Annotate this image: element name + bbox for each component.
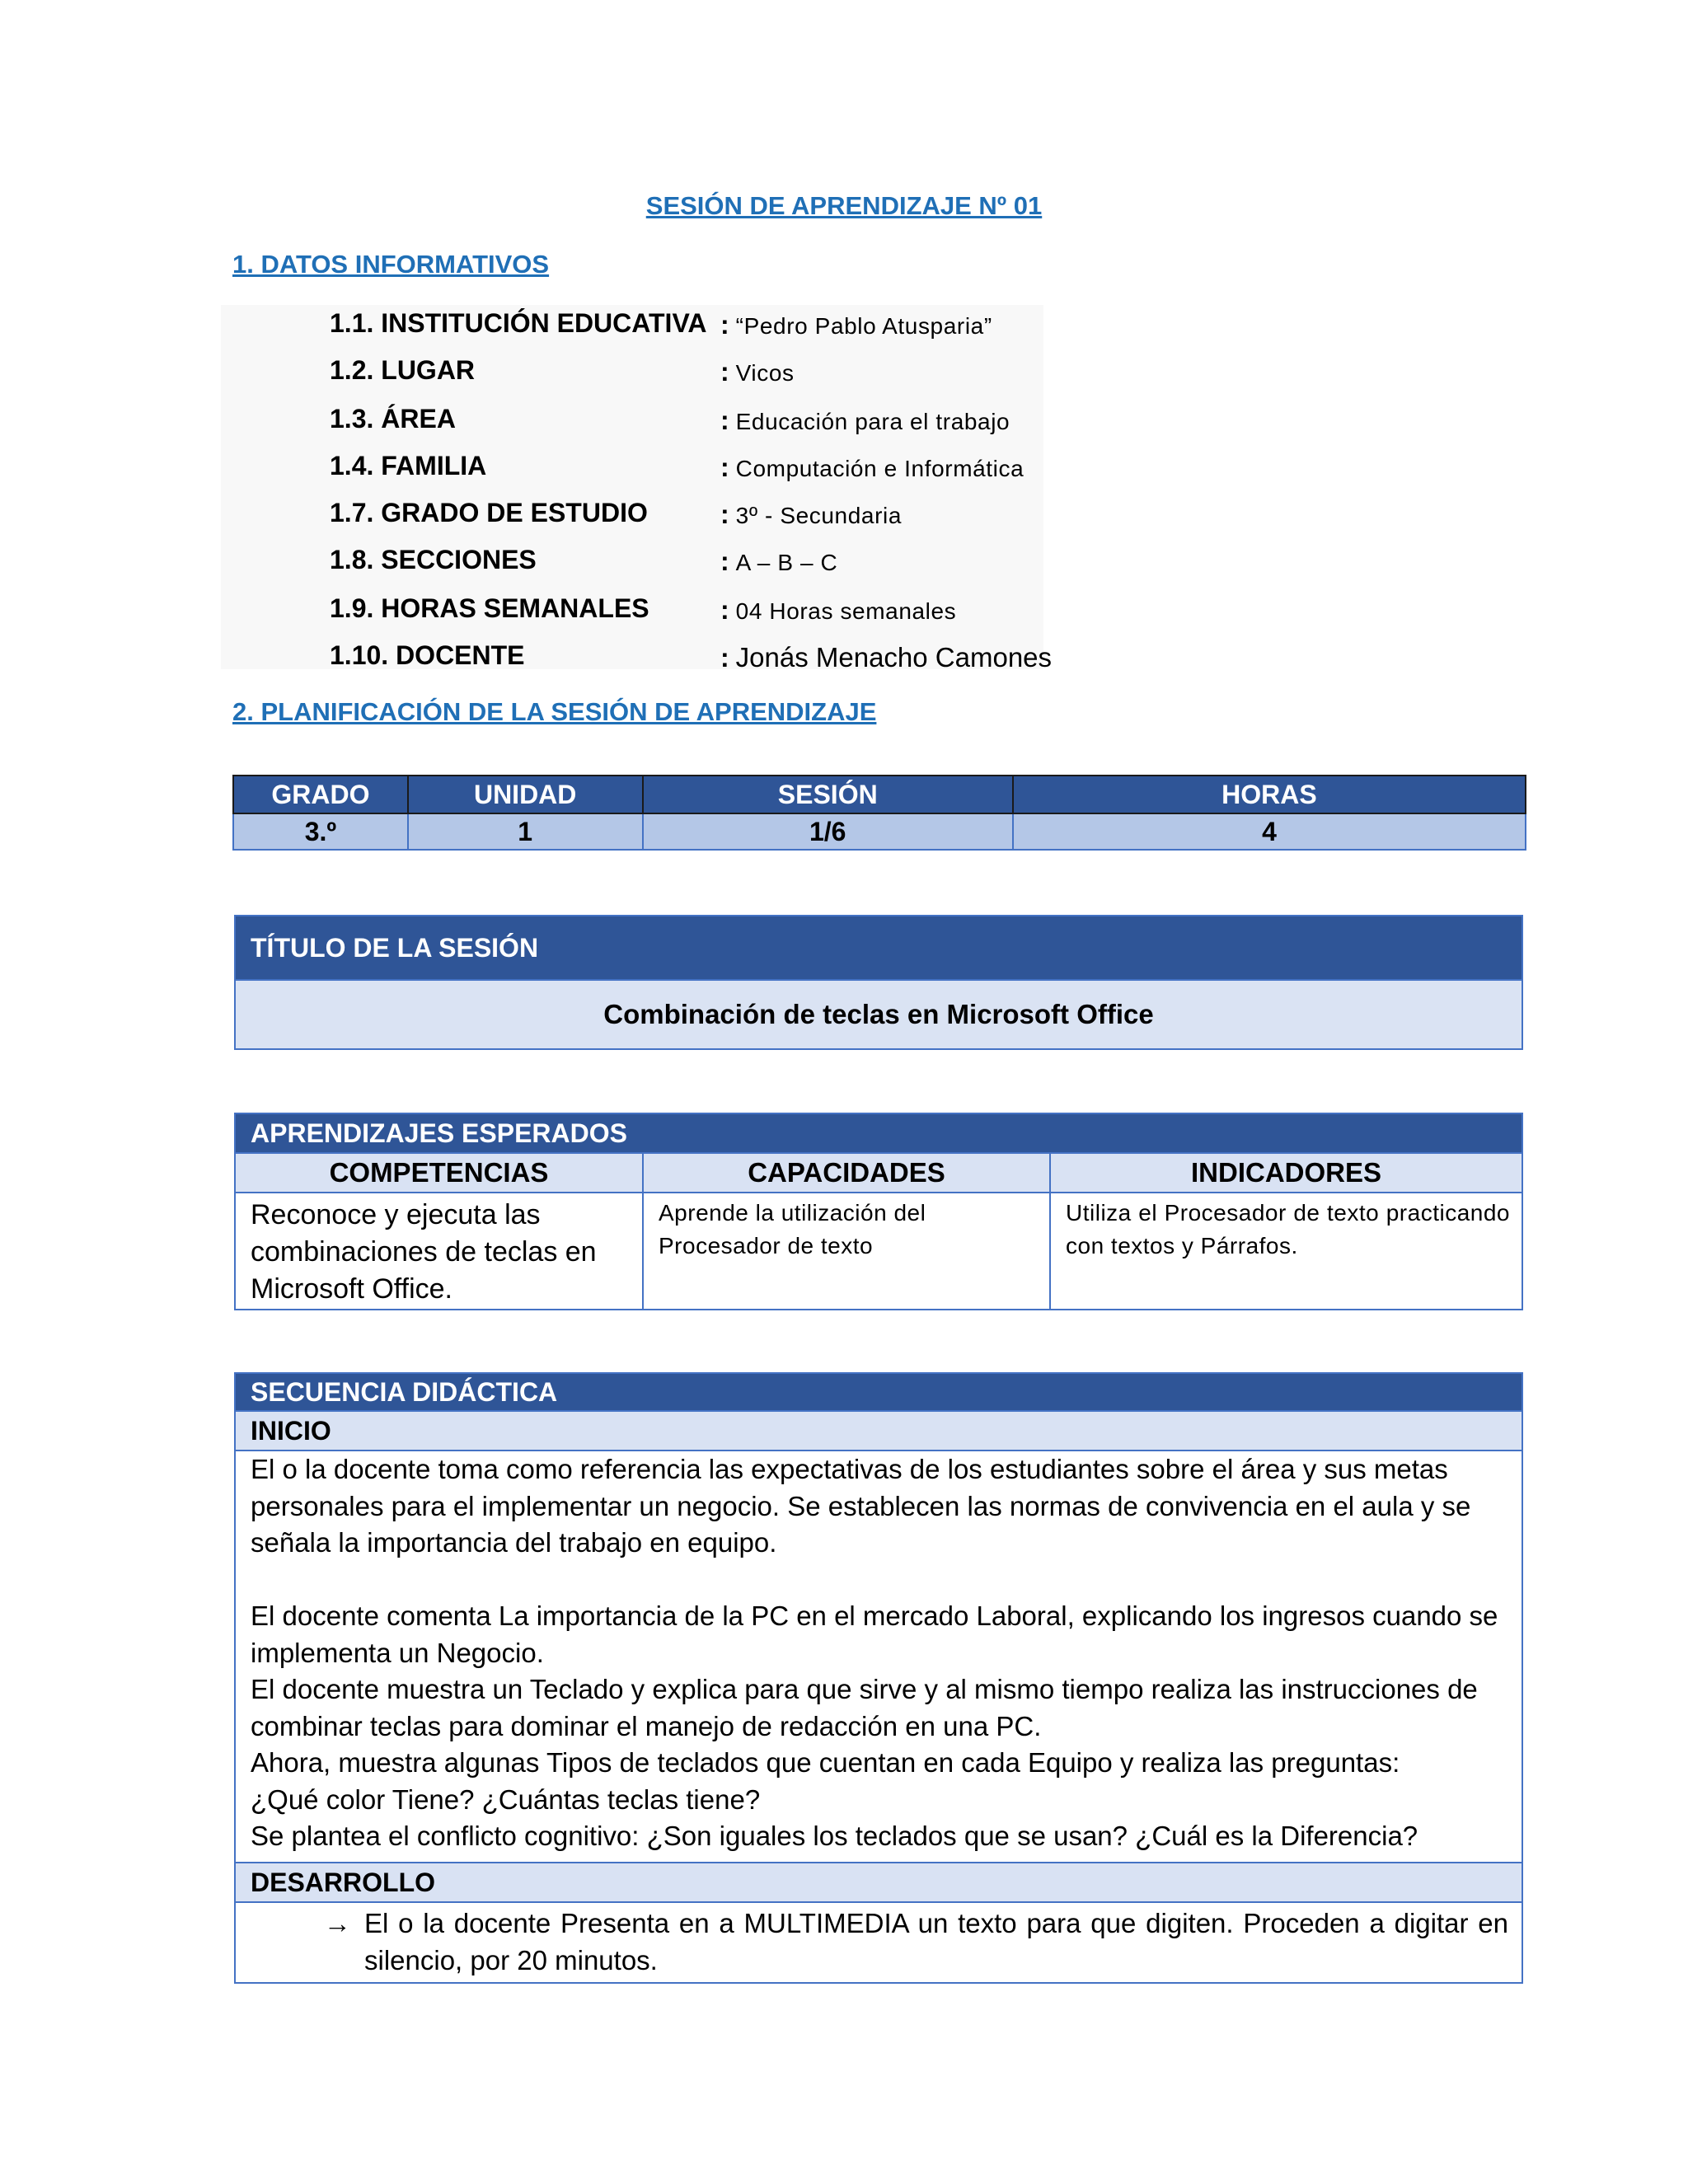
info-value: : 3º - Secundaria [720,499,902,529]
page-title: SESIÓN DE APRENDIZAJE Nº 01 [645,191,1043,220]
inicio-paragraph: Se plantea el conflicto cognitivo: ¿Son iguales los teclados que se usan? ¿Cuál es la Diferencia? [251,1821,1418,1851]
column-header-indicadores: INDICADORES [1051,1154,1522,1193]
info-value: : “Pedro Pablo Atusparia” [720,310,992,340]
inicio-content [236,1451,1522,1855]
desarrollo-item [236,1905,1522,1979]
info-value: : Vicos [720,357,795,387]
info-label: 1.8. SECCIONES [330,545,537,574]
info-row-familia [330,451,1154,492]
inicio-paragraph: El docente muestra un Teclado y explica para que sirve y al mismo tiempo realiza las instrucciones de combinar teclas para dominar el manejo de redacción en una PC. [251,1674,1478,1741]
session-title: Combinación de teclas en Microsoft Office [236,979,1522,1048]
info-row-lugar [330,355,1154,396]
info-row-horas [330,593,1154,635]
info-label: 1.9. HORAS SEMANALES [330,593,649,623]
cell-grado: 3.º [233,813,408,850]
inicio-paragraph: El o la docente toma como referencia las expectativas de los estudiantes sobre el área y sus metas personales para el implementar un negocio. Se establecen las normas de convivencia en el aula y se señala la importancia del trabajo en equipo. [251,1454,1471,1558]
info-row-secciones [330,545,1154,586]
secuencia-box [234,1372,1523,1984]
aprendizajes-columns [236,1152,1522,1310]
info-value: : Jonás Menacho Camones [720,642,1053,673]
info-value: : Computación e Informática [720,452,1025,482]
capacidades-column [642,1154,1049,1310]
info-label: 1.10. DOCENTE [330,640,525,670]
titulo-box [234,915,1523,1050]
section-heading-datos: 1. DATOS INFORMATIVOS [232,250,550,279]
inicio-paragraph: Ahora, muestra algunas Tipos de teclados que cuentan en cada Equipo y realiza las preguntas: [251,1747,1400,1778]
column-header-sesion: SESIÓN [643,776,1013,813]
info-value: : 04 Horas semanales [720,595,957,625]
competencias-text: Reconoce y ejecuta las combinaciones de teclas en Microsoft Office. [251,1199,597,1305]
info-row-area [330,404,1154,445]
cell-sesion: 1/6 [643,813,1013,850]
info-value: : A – B – C [720,546,838,576]
inicio-paragraph: El docente comenta La importancia de la PC en el mercado Laboral, explicando los ingresos cuando se implementa un Negocio. [251,1601,1498,1668]
column-header-grado: GRADO [233,776,408,813]
grado-table [232,775,1526,851]
desarrollo-header: DESARROLLO [236,1862,1522,1903]
info-row-docente [330,640,1154,682]
secuencia-header: SECUENCIA DIDÁCTICA [236,1374,1522,1410]
capacidades-text: Aprende la utilización del Procesador de texto [659,1200,926,1258]
inicio-header: INICIO [236,1410,1522,1451]
table-row [233,813,1526,850]
column-header-unidad: UNIDAD [408,776,643,813]
column-header-capacidades: CAPACIDADES [644,1154,1049,1193]
cell-unidad: 1 [408,813,643,850]
paragraph-gap [251,1562,1508,1599]
info-row-institucion [330,308,1154,349]
desarrollo-text: El o la docente Presenta en a MULTIMEDIA un texto para que digiten. Proceden a digitar en silencio, por 20 minutos. [364,1908,1508,1975]
info-label: 1.4. FAMILIA [330,451,487,480]
section-heading-planificacion: 2. PLANIFICACIÓN DE LA SESIÓN DE APRENDIZAJE [232,697,877,726]
info-label: 1.1. INSTITUCIÓN EDUCATIVA [330,308,707,338]
info-value: : Educación para el trabajo [720,405,1010,435]
info-row-grado [330,498,1154,539]
indicadores-column [1049,1154,1522,1310]
aprendizajes-header: APRENDIZAJES ESPERADOS [236,1114,1522,1152]
titulo-header: TÍTULO DE LA SESIÓN [236,916,1522,979]
competencias-column [236,1154,642,1310]
aprendizajes-box [234,1113,1523,1310]
info-label: 1.7. GRADO DE ESTUDIO [330,498,648,527]
arrow-bullet-icon: → [324,1908,351,1938]
inicio-paragraph: ¿Qué color Tiene? ¿Cuántas teclas tiene? [251,1783,761,1815]
cell-horas: 4 [1013,813,1526,850]
info-label: 1.3. ÁREA [330,404,456,434]
info-label: 1.2. LUGAR [330,355,476,385]
column-header-competencias: COMPETENCIAS [236,1154,642,1193]
column-header-horas: HORAS [1013,776,1526,813]
indicadores-text: Utiliza el Procesador de texto practicando con textos y Párrafos. [1066,1200,1510,1258]
table-header-row [233,776,1526,813]
